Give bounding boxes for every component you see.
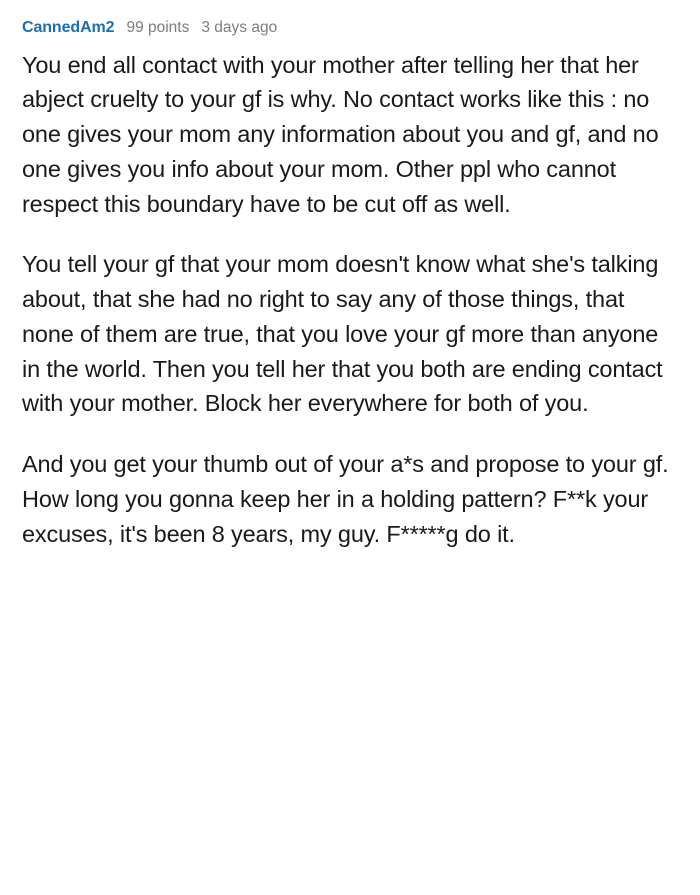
comment-meta	[22, 18, 678, 38]
comment-paragraph: And you get your thumb out of your a*s and propose to your gf. How long you gonna keep her in a holding pattern? F**k your excuses, it's been 8 years, my guy. F*****g do it.	[22, 451, 669, 547]
comment-paragraph: You tell your gf that your mom doesn't know what she's talking about, that she had no right to say any of those things, that none of them are true, that you love your gf more than anyone in the world. Then you tell her that you both are ending contact with your mother. Block her everywhere for both of you.	[22, 251, 663, 417]
comment-paragraph: You end all contact with your mother after telling her that her abject cruelty to your gf is why. No contact works like this : no one gives your mom any information about you and gf, and no one gives you info about your mom. Other ppl who cannot respect this boundary have to be cut off as well.	[22, 51, 659, 217]
comment-body	[22, 48, 678, 552]
comment-author[interactable]: CannedAm2	[22, 19, 115, 36]
comment-score: 99 points	[126, 19, 190, 36]
comment-timestamp: 3 days ago	[201, 19, 278, 36]
